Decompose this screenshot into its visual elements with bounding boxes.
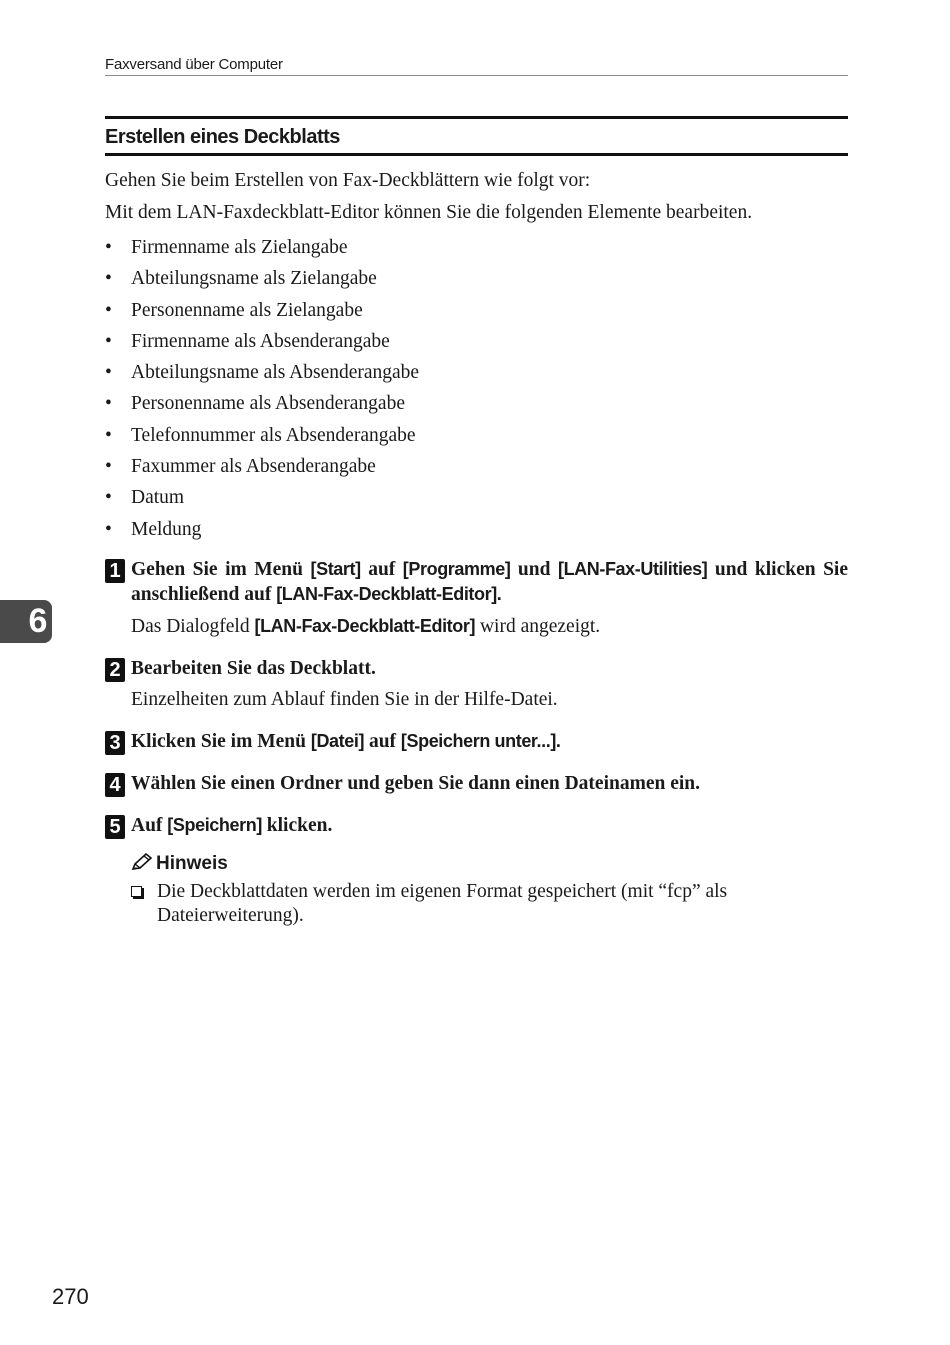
step-number: 2 xyxy=(105,658,125,682)
page-content xyxy=(105,168,848,928)
list-item: • Firmenname als Absenderangabe xyxy=(105,326,848,357)
note-heading-text: Hinweis xyxy=(156,852,228,874)
step-1 xyxy=(105,557,848,640)
step-text: Auf xyxy=(131,814,168,836)
step-title xyxy=(131,813,848,838)
step-body: Einzelheiten zum Ablauf finden Sie in der Hilfe-Datei. xyxy=(131,688,558,710)
step-title xyxy=(131,557,848,607)
step-body xyxy=(131,613,848,640)
step-text: klicken. xyxy=(261,814,333,836)
list-item: • Abteilungsname als Absenderangabe xyxy=(105,357,848,388)
menu-reference: [Datei] xyxy=(310,730,365,751)
step-body-text: Das Dialogfeld xyxy=(131,615,255,637)
menu-reference: [Programme] xyxy=(402,558,511,579)
step-text: auf xyxy=(360,558,403,580)
list-item: • Personenname als Absenderangabe xyxy=(105,388,848,419)
page-number: 270 xyxy=(52,1284,89,1309)
note-item xyxy=(131,880,848,928)
note-heading xyxy=(131,852,848,876)
section-title-bar xyxy=(105,116,848,156)
step-text: auf xyxy=(364,730,401,752)
menu-reference: [LAN-Fax-Deckblatt-Editor]. xyxy=(276,583,502,604)
chapter-tab: 6 xyxy=(0,600,52,643)
element-list xyxy=(105,232,848,545)
pencil-icon xyxy=(131,853,153,871)
menu-reference: [LAN-Fax-Utilities] xyxy=(557,558,708,579)
step-text: Klicken Sie im Menü xyxy=(131,730,311,752)
menu-reference: [Speichern unter...]. xyxy=(400,730,561,751)
step-text: und klicken Sie anschließend auf xyxy=(131,558,848,605)
step-number: 5 xyxy=(105,815,125,839)
list-item: • Personenname als Zielangabe xyxy=(105,295,848,326)
button-reference: [Speichern] xyxy=(167,814,262,835)
step-number: 4 xyxy=(105,773,125,797)
list-item: • Meldung xyxy=(105,514,848,545)
step-title xyxy=(131,729,848,754)
note-text: Die Deckblattdaten werden im eigenen Format gespeichert (mit “fcp” als Dateierweiterung). xyxy=(157,880,728,926)
list-item: • Datum xyxy=(105,482,848,513)
intro-paragraph: Gehen Sie beim Erstellen von Fax-Deckblättern wie folgt vor: xyxy=(105,170,591,191)
step-3 xyxy=(105,729,848,754)
step-2 xyxy=(105,656,848,713)
step-number: 1 xyxy=(105,559,125,583)
menu-reference: [Start] xyxy=(310,558,361,579)
step-title: Bearbeiten Sie das Deckblatt. xyxy=(131,657,376,679)
list-item: • Abteilungsname als Zielangabe xyxy=(105,263,848,294)
running-header: Faxversand über Computer xyxy=(105,56,848,76)
note-block xyxy=(105,852,848,928)
list-item: • Telefonnummer als Absenderangabe xyxy=(105,420,848,451)
step-title: Wählen Sie einen Ordner und geben Sie dann einen Dateinamen ein. xyxy=(131,772,701,794)
list-item: • Firmenname als Zielangabe xyxy=(105,232,848,263)
step-text: Gehen Sie im Menü xyxy=(131,558,311,580)
checkbox-bullet-icon xyxy=(131,886,142,897)
step-body-text: wird angezeigt. xyxy=(475,615,601,637)
dialog-reference: [LAN-Fax-Deckblatt-Editor] xyxy=(254,615,476,636)
section-title: Erstellen eines Deckblatts xyxy=(105,126,340,148)
step-5 xyxy=(105,813,848,838)
intro-paragraph: Mit dem LAN-Faxdeckblatt-Editor können Sie die folgenden Elemente bearbeiten. xyxy=(105,202,753,223)
step-4 xyxy=(105,771,848,796)
step-text: und xyxy=(510,558,558,580)
list-item: • Faxummer als Absenderangabe xyxy=(105,451,848,482)
step-number: 3 xyxy=(105,731,125,755)
